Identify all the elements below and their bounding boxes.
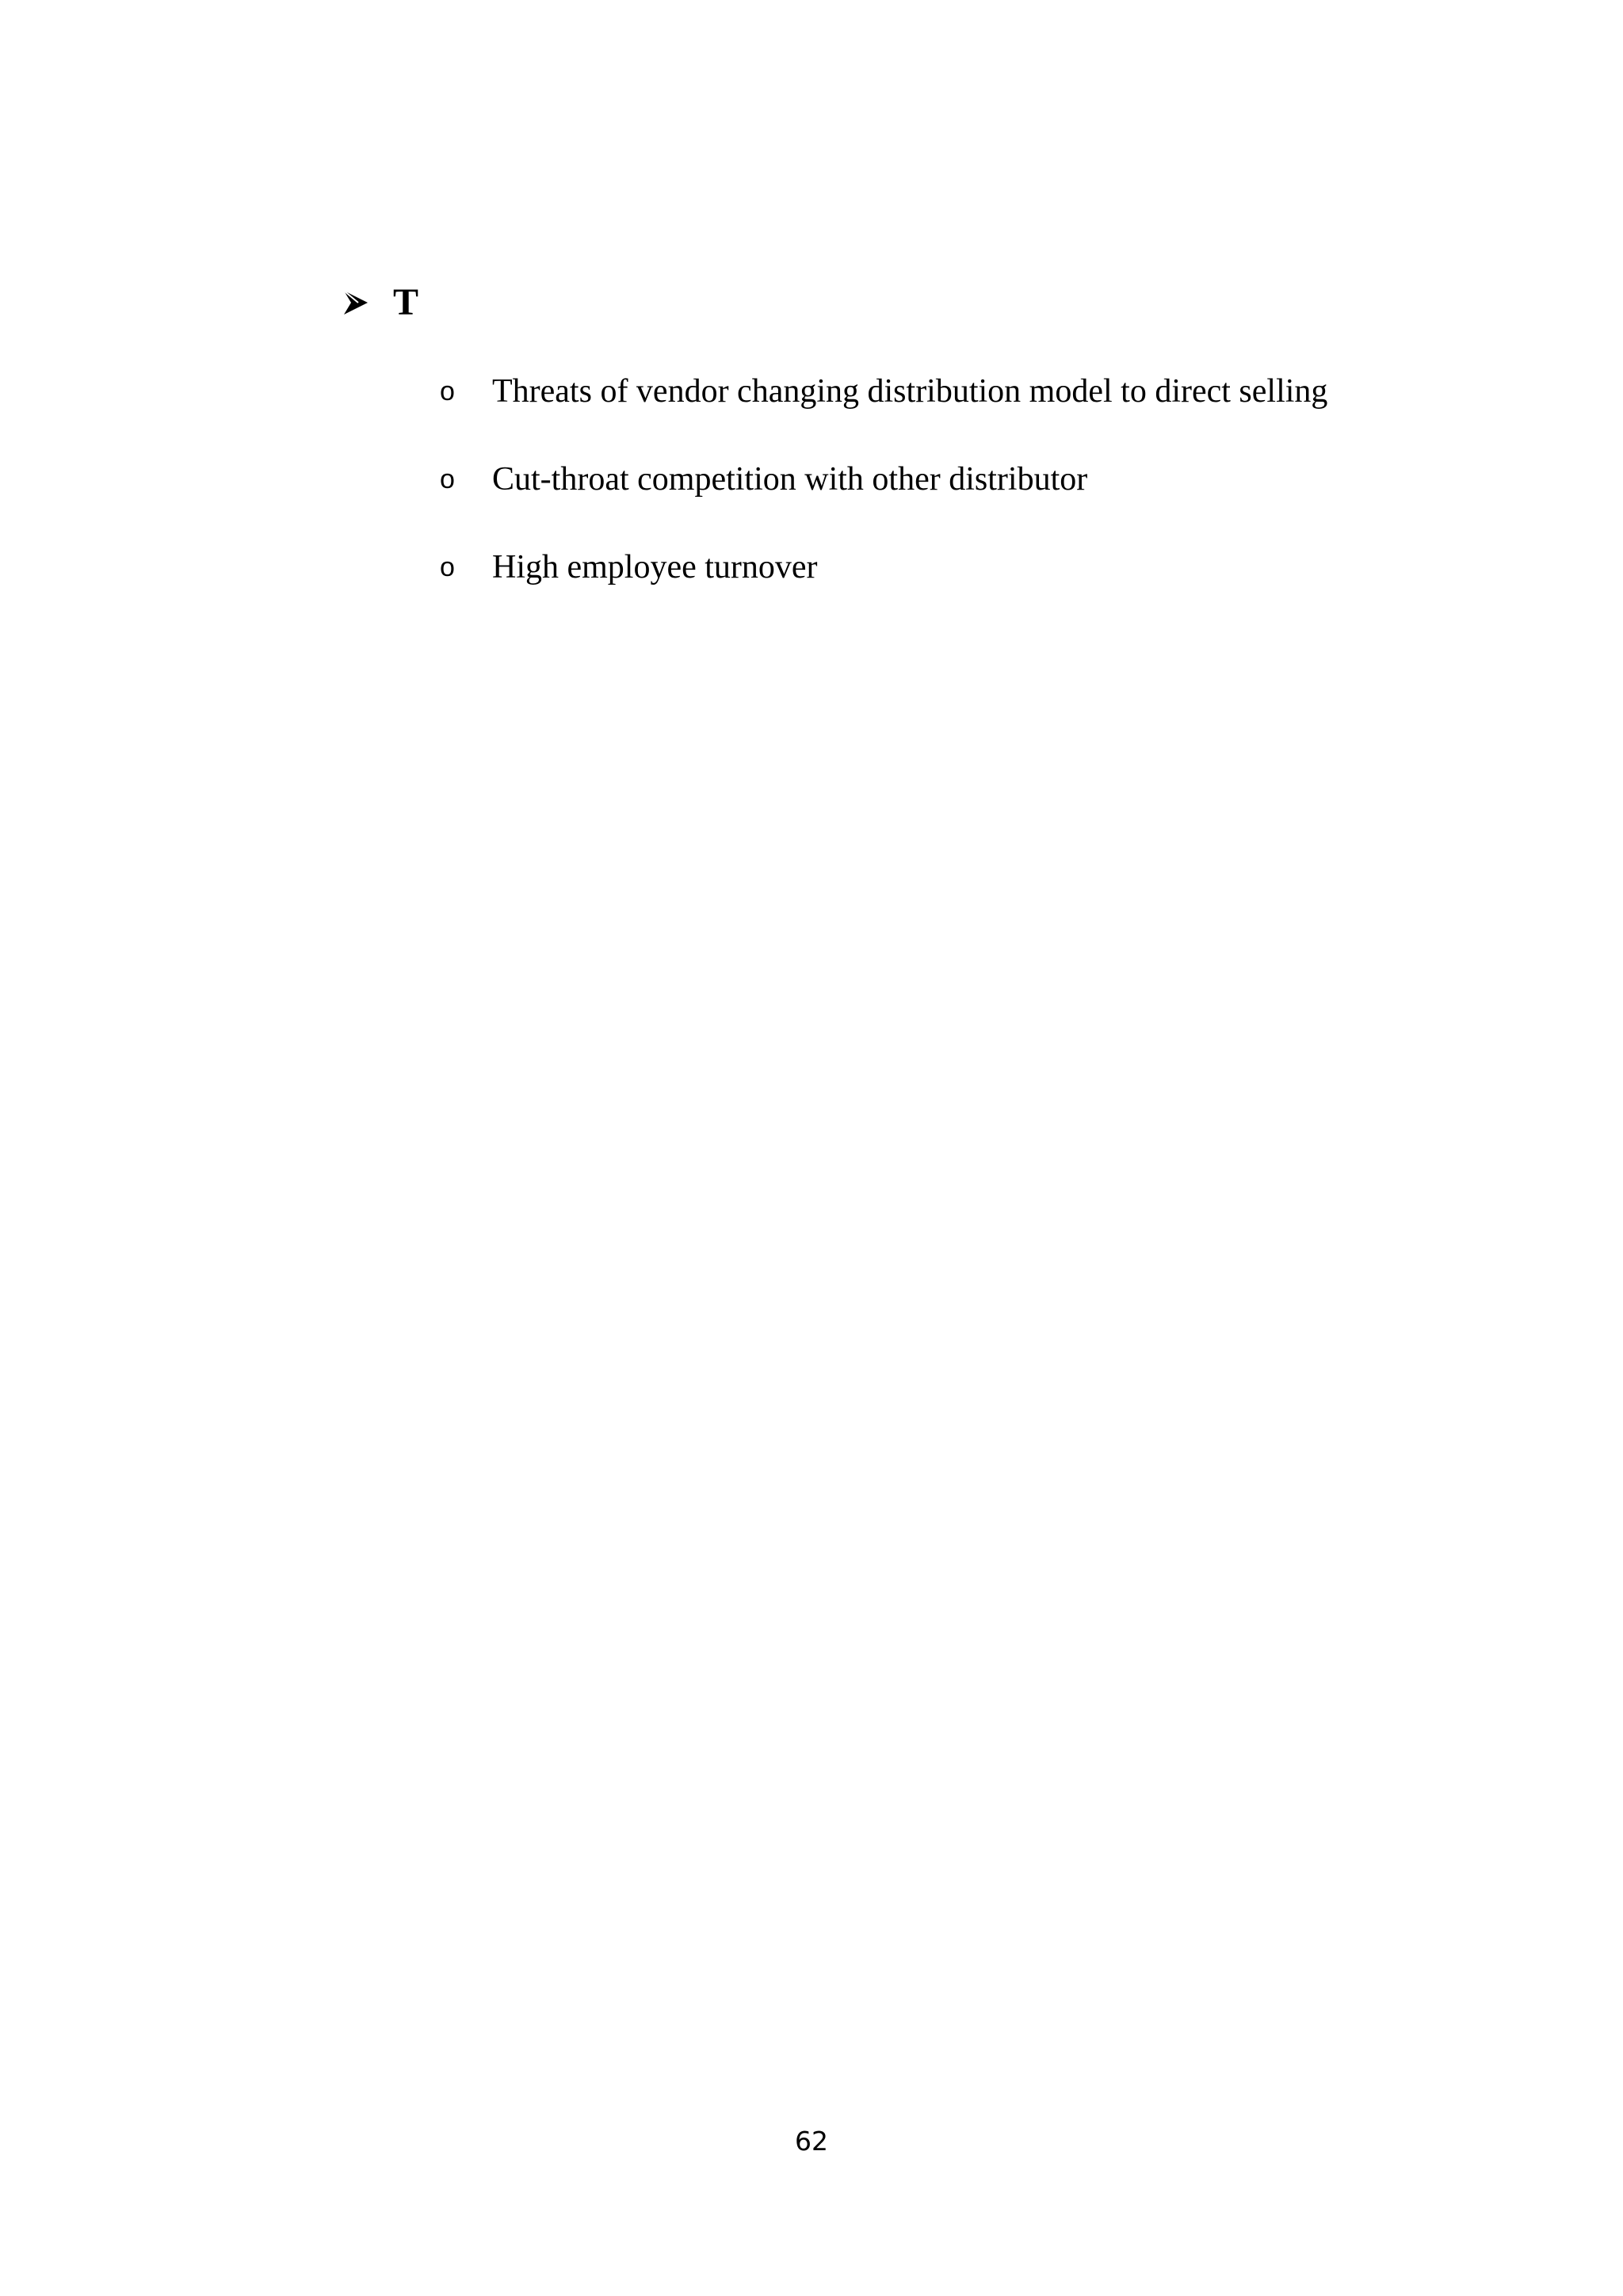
list-item-text: Cut-throat competition with other distributor	[492, 461, 1088, 498]
list-item-text: Threats of vendor changing distribution model to direct selling	[492, 373, 1328, 410]
list-item	[440, 366, 1549, 454]
page-number: 62	[795, 2126, 828, 2157]
list-item-text: High employee turnover	[492, 549, 818, 585]
hollow-circle-bullet: o	[440, 376, 455, 406]
hollow-circle-bullet: o	[440, 552, 455, 582]
list-item	[440, 454, 1549, 542]
section-heading: T	[393, 281, 419, 323]
list-item	[440, 542, 1549, 630]
arrowhead-bullet-icon	[342, 289, 369, 316]
hollow-circle-bullet: o	[440, 464, 455, 494]
threats-section-header	[342, 277, 418, 328]
threats-list	[440, 366, 1549, 630]
